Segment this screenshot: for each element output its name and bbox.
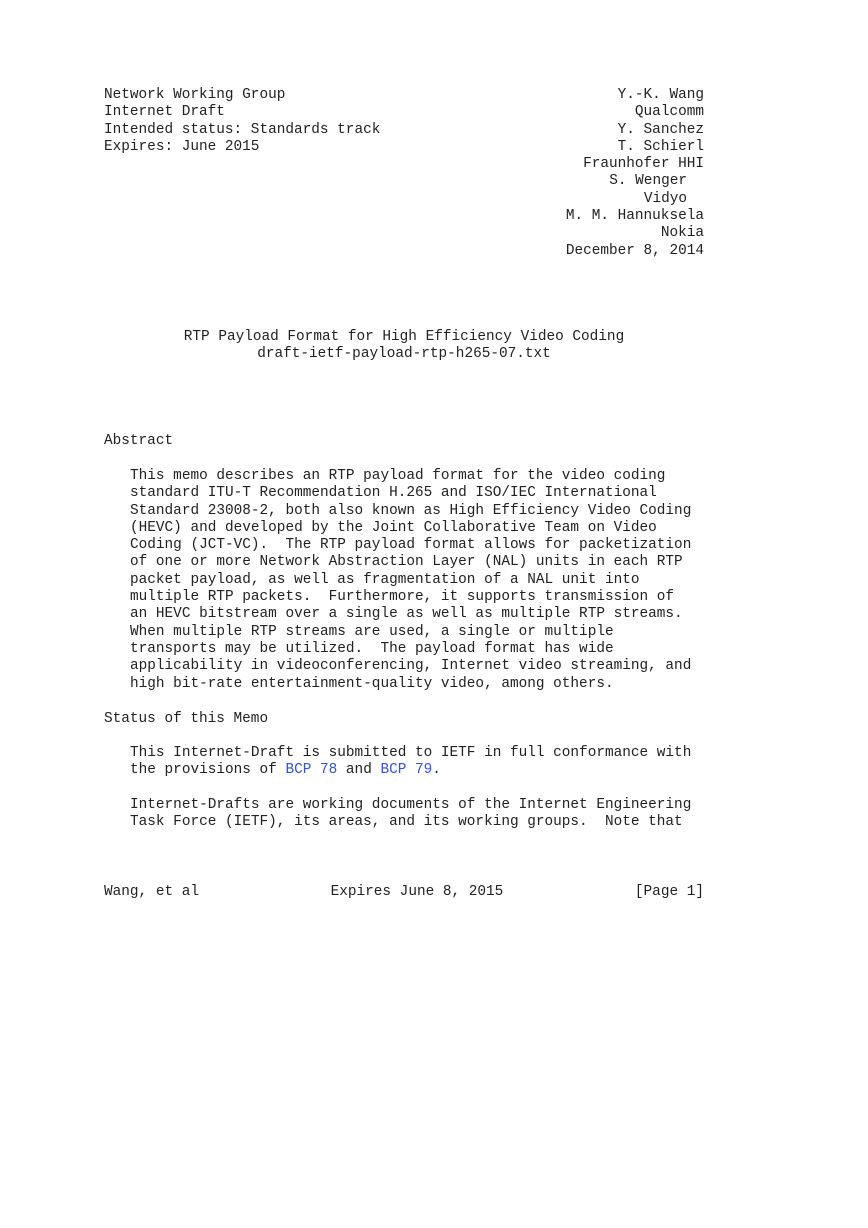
title-text: RTP Payload Format for High Efficiency Video Coding xyxy=(183,329,625,345)
header-row xyxy=(104,87,704,104)
header-right-text: Fraunhofer HHI xyxy=(583,156,704,173)
paragraph-line: applicability in videoconferencing, Internet video streaming, and xyxy=(130,658,692,675)
paragraph-line: When multiple RTP streams are used, a single or multiple xyxy=(130,623,614,640)
header-right-text: M. M. Hannuksela xyxy=(565,208,704,225)
header-right-text: Vidyo xyxy=(643,190,687,207)
abstract-paragraph xyxy=(130,468,710,693)
header-row xyxy=(104,139,704,156)
header-row xyxy=(104,104,704,121)
header-left-text: Network Working Group xyxy=(104,87,286,103)
header-row xyxy=(104,122,704,139)
header-right-text: December 8, 2014 xyxy=(565,242,704,259)
status-paragraph xyxy=(130,745,710,780)
header-right-text: Qualcomm xyxy=(634,104,704,121)
inline-text: . xyxy=(432,762,441,779)
paragraph-line xyxy=(130,762,710,779)
paragraph-line: This Internet-Draft is submitted to IETF in full conformance with xyxy=(130,745,692,761)
paragraph-line: packet payload, as well as fragmentation of a NAL unit into xyxy=(130,571,640,588)
footer-expiry: Expires June 8, 2015 xyxy=(330,884,504,900)
footer-author: Wang, et al xyxy=(104,884,199,900)
paragraph-line: multiple RTP packets. Furthermore, it supports transmission of xyxy=(130,589,675,606)
paragraph-line: (HEVC) and developed by the Joint Collaborative Team on Video xyxy=(130,519,657,536)
paragraph-line: transports may be utilized. The payload format has wide xyxy=(130,640,614,657)
header-left-text: Intended status: Standards track xyxy=(104,121,381,138)
document-header xyxy=(104,87,704,260)
status-heading: Status of this Memo xyxy=(104,711,269,727)
bcp79-link[interactable]: BCP 79 xyxy=(380,762,433,779)
page-footer xyxy=(104,884,704,901)
paragraph-line: Coding (JCT-VC). The RTP payload format allows for packetization xyxy=(130,537,692,554)
header-left-text: Expires: June 2015 xyxy=(104,138,260,155)
header-right-text: Y. Sanchez xyxy=(617,121,704,138)
status-paragraph xyxy=(130,797,710,832)
inline-text: and xyxy=(337,762,381,779)
header-right-text: Nokia xyxy=(660,225,704,242)
header-right-text: S. Wenger xyxy=(609,173,687,190)
header-left-text: Internet Draft xyxy=(104,104,225,121)
paragraph-line: high bit-rate entertainment-quality video, among others. xyxy=(130,675,614,692)
paragraph-line: of one or more Network Abstraction Layer (NAL) units in each RTP xyxy=(130,554,683,571)
footer-page-number: [Page 1] xyxy=(634,884,704,900)
paragraph-line: Task Force (IETF), its areas, and its working groups. Note that xyxy=(130,814,683,831)
paragraph-line: Internet-Drafts are working documents of the Internet Engineering xyxy=(130,797,692,813)
document-title xyxy=(104,329,704,364)
header-right-text: T. Schierl xyxy=(617,138,704,155)
paragraph-line: an HEVC bitstream over a single as well as multiple RTP streams. xyxy=(130,606,683,623)
bcp78-link[interactable]: BCP 78 xyxy=(285,762,338,779)
paragraph-line: standard ITU-T Recommendation H.265 and ISO/IEC International xyxy=(130,485,657,502)
draft-name: draft-ietf-payload-rtp-h265-07.txt xyxy=(257,346,551,363)
paragraph-line: Standard 23008-2, both also known as High Efficiency Video Coding xyxy=(130,502,692,519)
paragraph-line: This memo describes an RTP payload format for the video coding xyxy=(130,468,666,484)
inline-text: the provisions of xyxy=(130,762,286,779)
header-right-text: Y.-K. Wang xyxy=(617,87,704,103)
abstract-heading: Abstract xyxy=(104,433,174,449)
